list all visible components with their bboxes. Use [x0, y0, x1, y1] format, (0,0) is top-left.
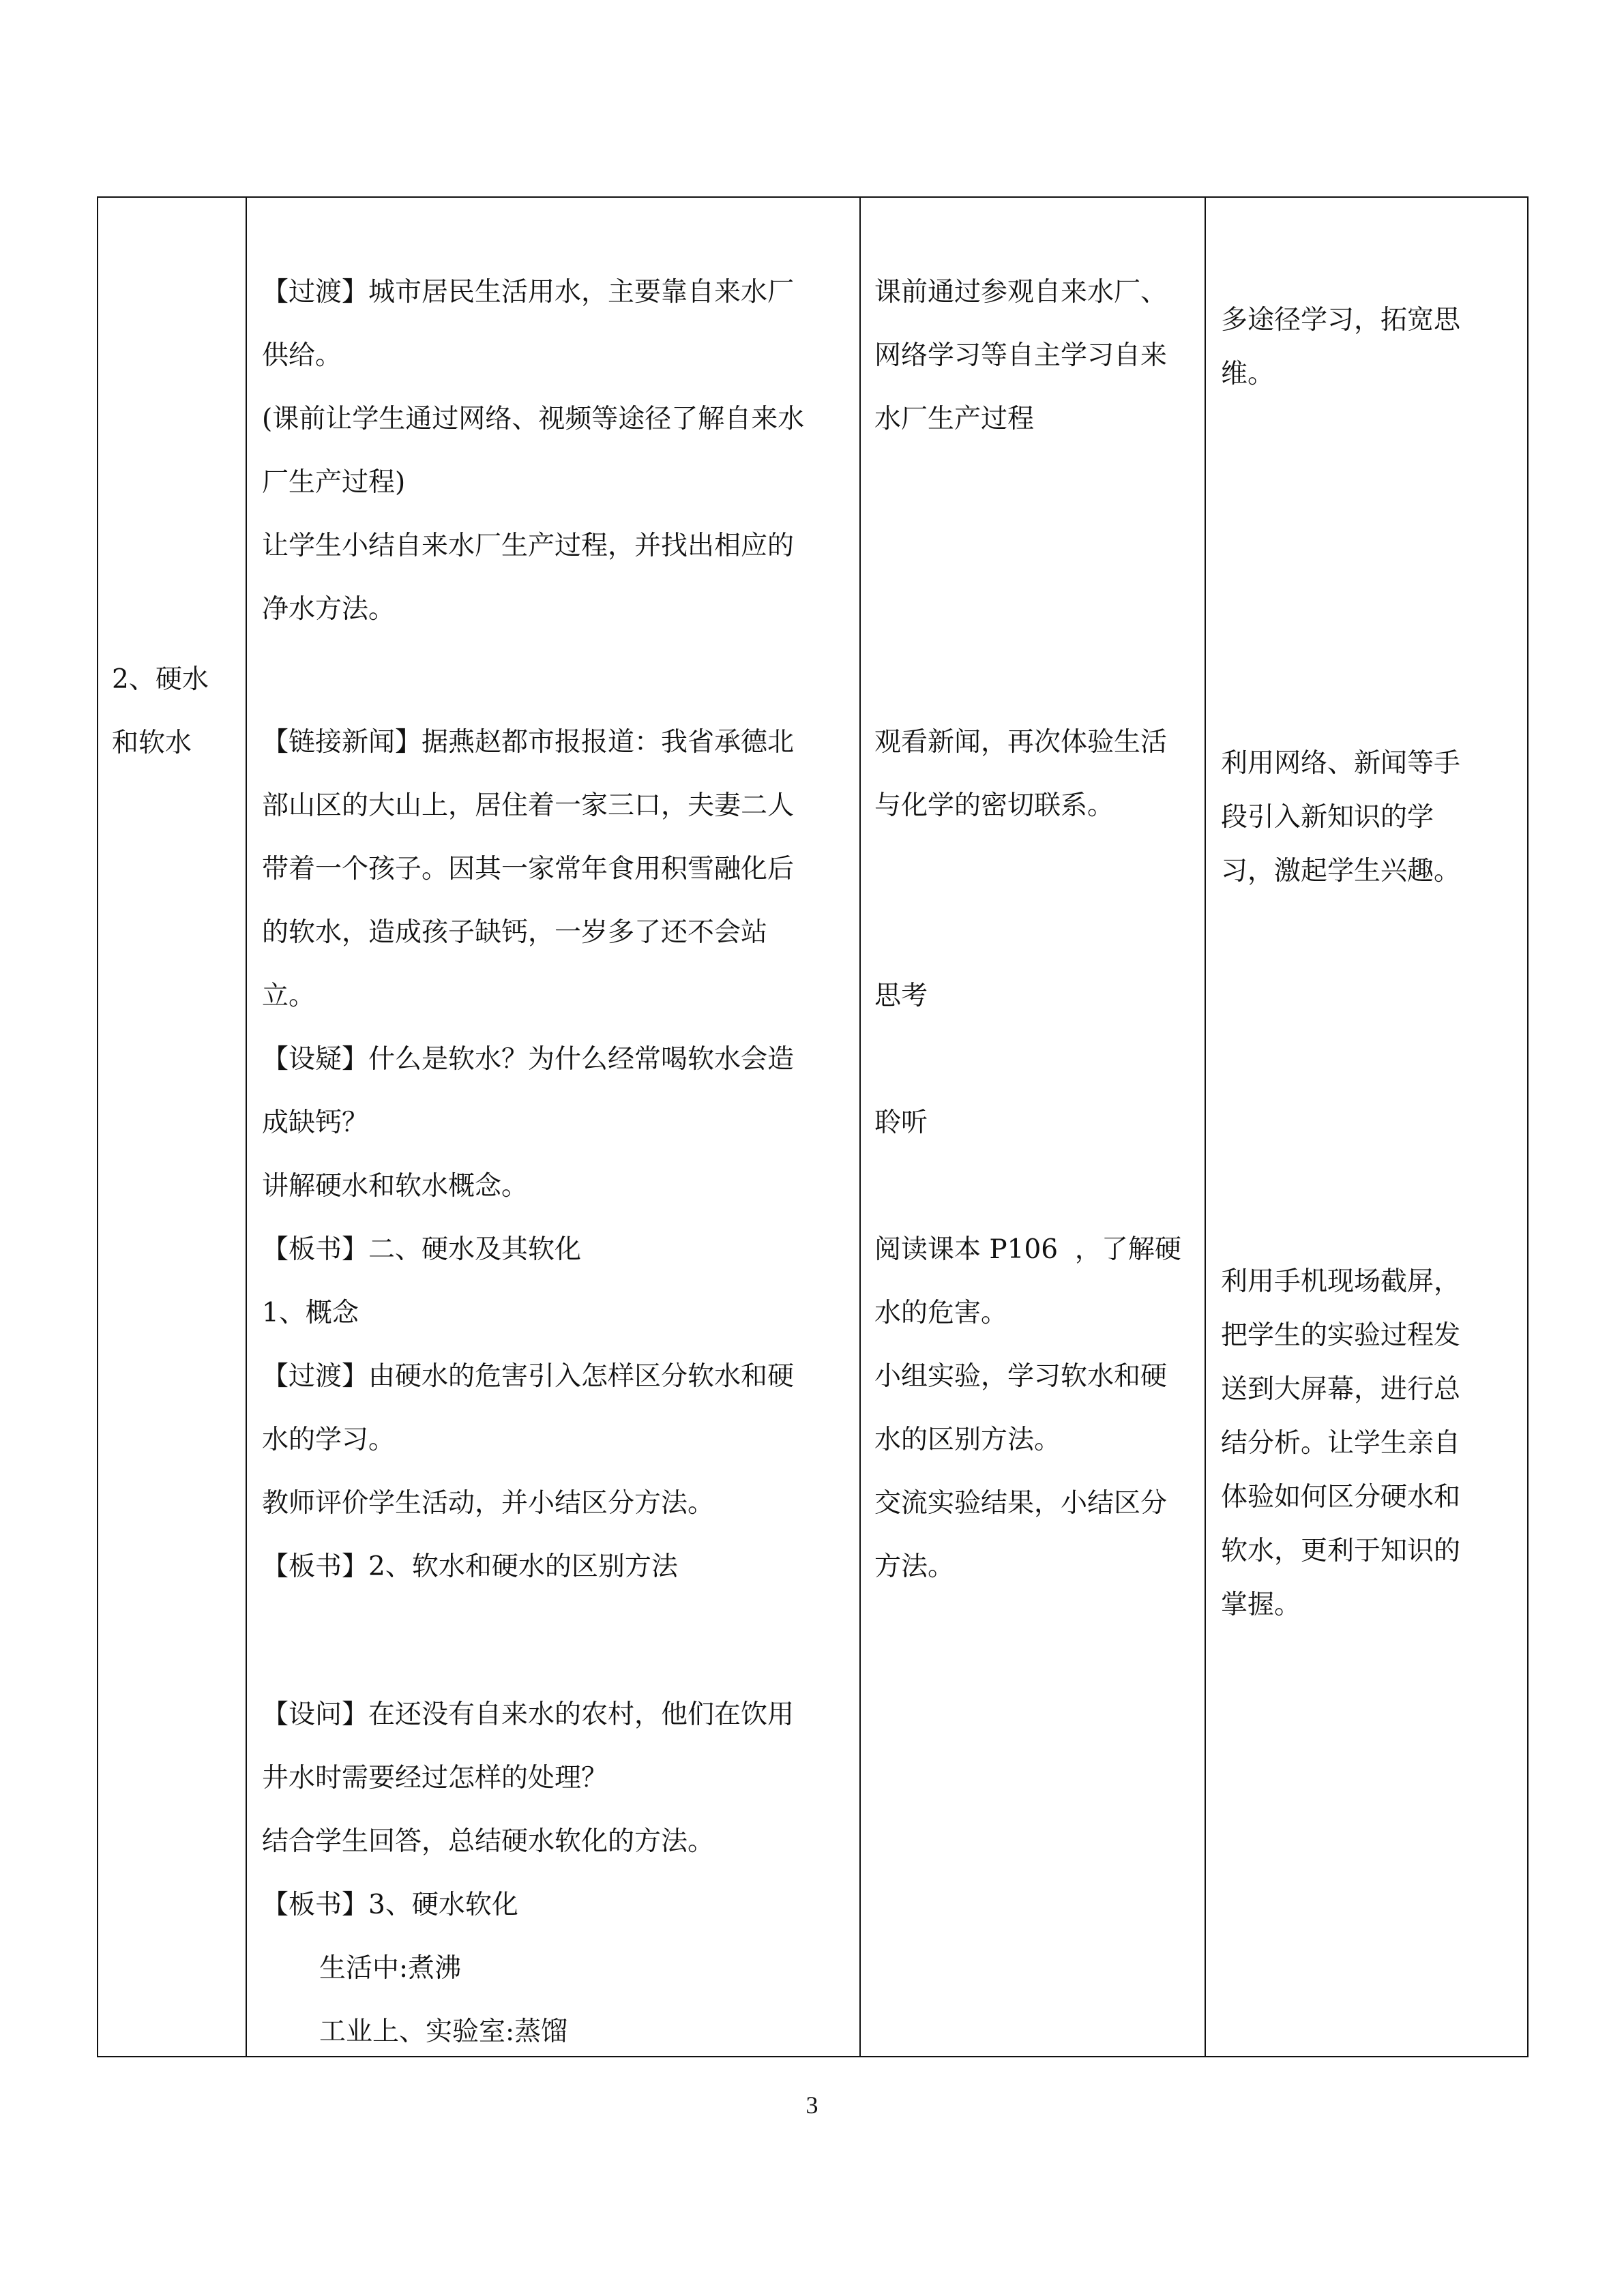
student-activity-block-1	[874, 260, 1167, 451]
text-line: 【过渡】由硬水的危害引入怎样区分软水和硬	[262, 1361, 795, 1392]
text-line: 水的区别方法。	[874, 1425, 1061, 1455]
text-line: 部山区的大山上，居住着一家三口，夫妻二人	[262, 790, 795, 821]
text-line: 多途径学习，拓宽思	[1221, 305, 1461, 336]
text-line: 网络学习等自主学习自来	[874, 340, 1168, 371]
lesson-plan-table	[97, 196, 1529, 2057]
student-listen	[874, 1091, 928, 1154]
text-line: 维。	[1221, 359, 1275, 389]
design-intent-block-3	[1221, 1255, 1460, 1632]
text-line: 【设疑】什么是软水？为什么经常喝软水会造	[262, 1044, 795, 1075]
text-line: 工业上、实验室:蒸馏	[319, 2016, 568, 2047]
teacher-activity-block-3	[262, 1683, 794, 2063]
text-line: 【链接新闻】据燕赵都市报报道：我省承德北	[262, 727, 795, 758]
text-line: 供给。	[262, 340, 342, 371]
student-think	[874, 964, 928, 1028]
text-line: 体验如何区分硬水和	[1221, 1482, 1461, 1512]
text-line: 1、概念	[262, 1298, 359, 1328]
text-line: 教师评价学生活动，并小结区分方法。	[262, 1488, 715, 1519]
page-number: 3	[806, 2091, 818, 2119]
column-divider	[246, 198, 247, 2056]
teacher-activity-block-2	[262, 711, 794, 1598]
text-line: 生活中:煮沸	[319, 1953, 462, 1984]
design-intent-block-1	[1221, 293, 1460, 401]
design-intent-block-2	[1221, 736, 1460, 898]
text-line: 立。	[262, 981, 316, 1011]
text-line: 聆听	[874, 1107, 928, 1138]
text-line: 厂生产过程)	[262, 467, 406, 498]
text-line: 把学生的实验过程发	[1221, 1320, 1461, 1351]
text-line: 利用手机现场截屏，	[1221, 1266, 1461, 1297]
column-divider	[1205, 198, 1206, 2056]
teacher-activity-block-1	[262, 260, 804, 641]
text-line: 习，激起学生兴趣。	[1221, 856, 1461, 886]
text-line: 带着一个孩子。因其一家常年食用积雪融化后	[262, 854, 795, 884]
text-line: (课前让学生通过网络、视频等途径了解自来水	[262, 404, 805, 434]
text-line: 思考	[874, 981, 928, 1011]
text-line: 净水方法。	[262, 594, 396, 625]
text-line: 掌握。	[1221, 1590, 1301, 1620]
text-line: 水的学习。	[262, 1425, 396, 1455]
text-line: 软水，更利于知识的	[1221, 1536, 1461, 1566]
text-line: 方法。	[874, 1551, 955, 1582]
text-line: 【设问】在还没有自来水的农村，他们在饮用	[262, 1699, 795, 1730]
text-line: 课前通过参观自来水厂、	[874, 277, 1168, 308]
text-line: 成缺钙？	[262, 1107, 369, 1138]
text-line: 交流实验结果，小结区分	[874, 1488, 1168, 1519]
text-line: 井水时需要经过怎样的处理？	[262, 1763, 608, 1793]
text-line: 小组实验，学习软水和硬	[874, 1361, 1168, 1392]
topic-line: 2、硬水	[112, 664, 209, 695]
text-line: 结合学生回答，总结硬水软化的方法。	[262, 1826, 715, 1857]
text-line: 结分析。让学生亲自	[1221, 1428, 1461, 1459]
topic-cell	[112, 648, 209, 775]
text-line: 水厂生产过程	[874, 404, 1035, 434]
text-line: 的软水，造成孩子缺钙，一岁多了还不会站	[262, 917, 768, 948]
text-line: 讲解硬水和软水概念。	[262, 1171, 529, 1202]
text-line: 段引入新知识的学	[1221, 802, 1434, 833]
text-line: 观看新闻，再次体验生活	[874, 727, 1168, 758]
text-line: 【板书】2、软水和硬水的区别方法	[262, 1551, 678, 1582]
topic-line: 和软水	[112, 728, 192, 758]
text-line: 【过渡】城市居民生活用水，主要靠自来水厂	[262, 277, 795, 308]
text-line: 【板书】3、硬水软化	[262, 1890, 518, 1920]
text-line: 水的危害。	[874, 1298, 1008, 1328]
text-line: 阅读课本 P106 ，了解硬	[874, 1234, 1181, 1265]
text-line: 【板书】二、硬水及其软化	[262, 1234, 582, 1265]
student-activity-block-3	[874, 1218, 1181, 1598]
text-line: 与化学的密切联系。	[874, 790, 1114, 821]
student-activity-block-2	[874, 711, 1167, 837]
column-divider	[859, 198, 861, 2056]
text-line: 送到大屏幕，进行总	[1221, 1374, 1461, 1405]
text-line: 让学生小结自来水厂生产过程，并找出相应的	[262, 531, 795, 561]
text-line: 利用网络、新闻等手	[1221, 748, 1461, 779]
